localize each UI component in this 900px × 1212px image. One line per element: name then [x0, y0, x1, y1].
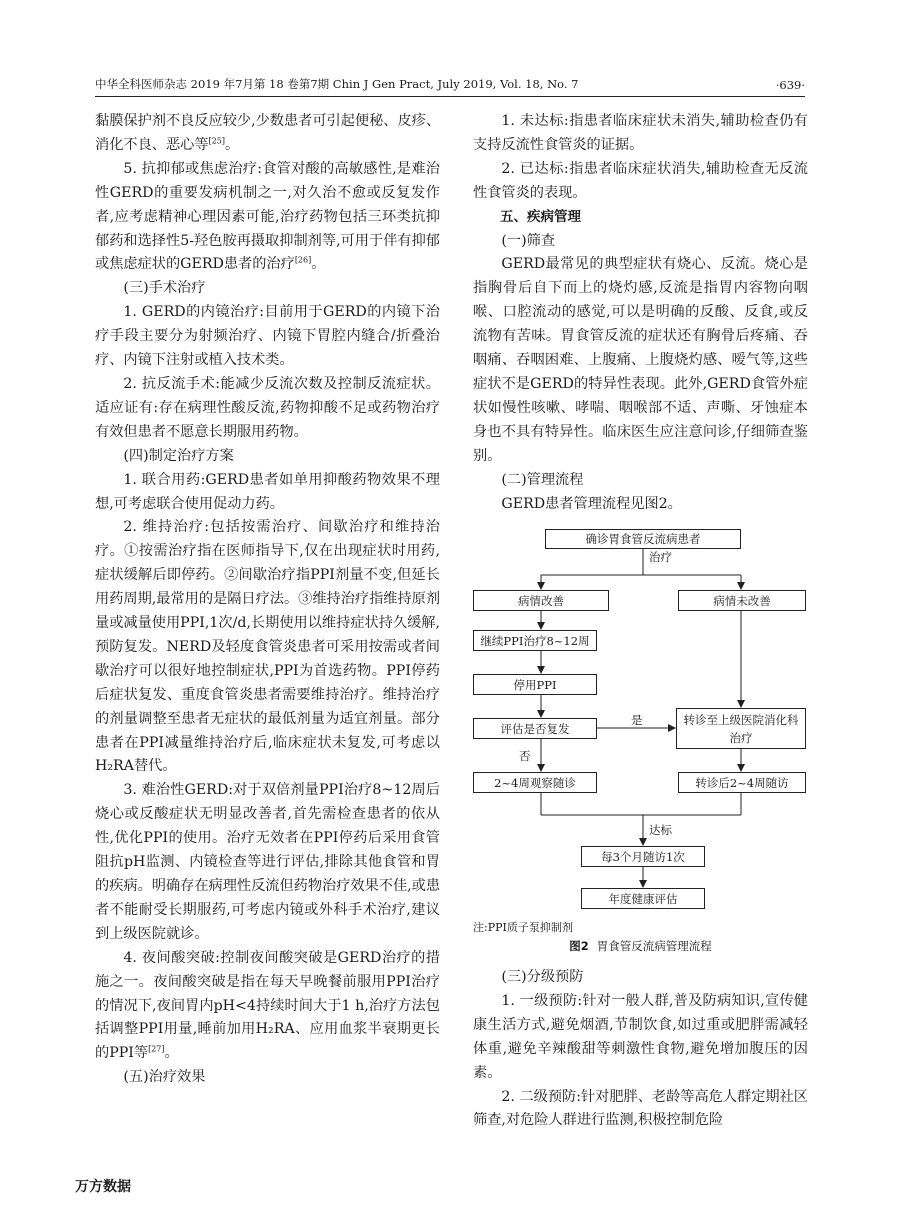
- subsection-heading: (二)管理流程: [501, 471, 584, 488]
- flow-box-refer-followup: 转诊后2~4周随访: [678, 772, 806, 793]
- citation-ref: [25]: [208, 136, 225, 146]
- edge-label-yes: 是: [631, 713, 643, 727]
- flow-box-refer: 转诊至上级医院消化科治疗: [676, 708, 806, 749]
- page-number: ·639·: [775, 78, 805, 92]
- figure-caption: [473, 938, 808, 954]
- paragraph: 2. 已达标:指患者临床症状消失,辅助检查无反流性食管炎的表现。: [473, 160, 808, 201]
- flow-box-start: 确诊胃食管反流病患者: [545, 529, 741, 549]
- flow-box-stop-ppi: 停用PPI: [473, 674, 597, 695]
- figure-title: 胃食管反流病管理流程: [596, 939, 712, 953]
- running-header: [95, 76, 805, 92]
- figure-label: 图2: [569, 939, 589, 953]
- edge-label-treat: 治疗: [649, 550, 672, 564]
- section-heading: (四)制定治疗方案: [123, 447, 234, 464]
- flow-box-improved: 病情改善: [473, 590, 609, 611]
- flow-box-annual: 年度健康评估: [581, 888, 705, 909]
- right-column: [473, 110, 808, 516]
- paragraph: 5. 抗抑郁或焦虑治疗:食管对酸的高敏感性,是难治性GERD的重要发病机制之一,对久治不愈或反复发作者,应考虑精神心理因素可能,治疗药物包括三环类抗抑郁药和选择性5-羟色胺再摄取抑制剂等,可用于伴有抑郁或焦虑症状的GERD患者的治疗[26]。: [95, 160, 440, 273]
- flow-box-quarterly: 每3个月随访1次: [581, 846, 705, 867]
- flow-box-continue-ppi: 继续PPI治疗8~12周: [473, 630, 597, 651]
- paragraph: 2. 维持治疗:包括按需治疗、间歇治疗和维持治疗。①按需治疗指在医师指导下,仅在出现症状时用药,症状缓解后即停药。②间歇治疗指PPI剂量不变,但延长用药周期,最常用的是隔日疗法。③维持治疗指维持原剂量或减量使用PPI,1次/d,长期使用以维持症状持久缓解,预防复发。NERD及轻度食管炎患者可采用按需或者间歇治疗可以很好地控制症状,PPI为首选药物。PPI停药后症状复发、重度食管炎患者需要维持治疗。维持治疗的剂量调整至患者无症状的最低剂量为适宜剂量。部分患者在PPI减量维持治疗后,临床症状未复发,可考虑以H₂RA替代。: [95, 519, 441, 775]
- left-column: [95, 110, 440, 1090]
- journal-citation: 中华全科医师杂志 2019 年7月第 18 卷第7期 Chin J Gen Pract, July 2019, Vol. 18, No. 7: [95, 77, 579, 91]
- paragraph: 1. 联合用药:GERD患者如单用抑酸药物效果不理想,可考虑联合使用促动力药。: [95, 471, 440, 512]
- paragraph: 2. 二级预防:针对肥胖、老龄等高危人群定期社区筛查,对危险人群进行监测,积极控制危险: [473, 1088, 808, 1129]
- edge-label-reached: 达标: [649, 823, 672, 837]
- right-column-continued: [473, 966, 808, 1133]
- paragraph: 黏膜保护剂不良反应较少,少数患者可引起便秘、皮疹、消化不良、恶心等[25]。: [95, 113, 441, 153]
- header-rule: [95, 96, 805, 97]
- section-heading: 五、疾病管理: [500, 208, 581, 225]
- subsection-heading: (三)分级预防: [501, 969, 584, 985]
- paragraph: GERD患者管理流程见图2。: [501, 495, 682, 512]
- footer-watermark: 万方数据: [75, 1179, 131, 1195]
- citation-ref: [26]: [294, 255, 312, 265]
- paragraph: 3. 难治性GERD:对于双倍剂量PPI治疗8~12周后烧心或反酸症状无明显改善者,首先需检查患者的依从性,优化PPI的使用。治疗无效者在PPI停药后采用食管阻抗pH监测、内镜检查等进行评估,排除其他食管和胃的疾病。明确存在病理性反流但药物治疗效果不佳,或患者不能耐受长期服药,可考虑内镜或外科手术治疗,建议到上级医院就诊。: [95, 782, 441, 942]
- management-flowchart: [473, 527, 808, 917]
- paragraph: GERD最常见的典型症状有烧心、反流。烧心是指胸骨后自下而上的烧灼感,反流是指胃内容物向咽喉、口腔流动的感觉,可以是明确的反酸、反食,或反流物有苦味。胃食管反流的症状还有胸骨后疼痛、吞咽痛、吞咽困难、上腹痛、上腹烧灼感、嗳气等,这些症状不是GERD的特异性表现。此外,GERD食管外症状如慢性咳嗽、哮喘、咽喉部不适、声嘶、牙蚀症本身也不具有特异性。临床医生应注意问诊,仔细筛查鉴别。: [473, 256, 808, 464]
- paragraph: 4. 夜间酸突破:控制夜间酸突破是GERD治疗的措施之一。夜间酸突破是指在每天早晚餐前服用PPI治疗的情况下,夜间胃内pH<4持续时间大于1 h,治疗方法包括调整PPI用量,睡前加用H₂RA、应用血浆半衰期更长的PPI等[27]。: [95, 949, 440, 1062]
- flow-box-observe: 2~4周观察随诊: [473, 772, 597, 793]
- paragraph: 2. 抗反流手术:能减少反流次数及控制反流症状。适应证有:存在病理性酸反流,药物抑酸不足或药物治疗有效但患者不愿意长期服用药物。: [95, 375, 440, 440]
- paragraph: 1. GERD的内镜治疗:目前用于GERD的内镜下治疗手段主要分为射频治疗、内镜下胃腔内缝合/折叠治疗、内镜下注射或植入技术类。: [95, 304, 440, 369]
- edge-label-no: 否: [519, 749, 531, 763]
- paragraph: 1. 一级预防:针对一般人群,普及防病知识,宣传健康生活方式,避免烟酒,节制饮食,如过重或肥胖需减轻体重,避免辛辣酸甜等刺激性食物,避免增加腹压的因素。: [473, 992, 808, 1081]
- flow-box-evaluate: 评估是否复发: [473, 718, 597, 739]
- citation-ref: [27]: [148, 1044, 165, 1054]
- paragraph: 1. 未达标:指患者临床症状未消失,辅助检查仍有支持反流性食管炎的证据。: [473, 113, 808, 153]
- section-heading: (五)治疗效果: [123, 1069, 206, 1086]
- subsection-heading: (一)筛查: [501, 232, 556, 249]
- figure-note: 注:PPI质子泵抑制剂: [473, 921, 573, 934]
- flow-box-not-improved: 病情未改善: [678, 590, 806, 611]
- section-heading: (三)手术治疗: [123, 280, 206, 297]
